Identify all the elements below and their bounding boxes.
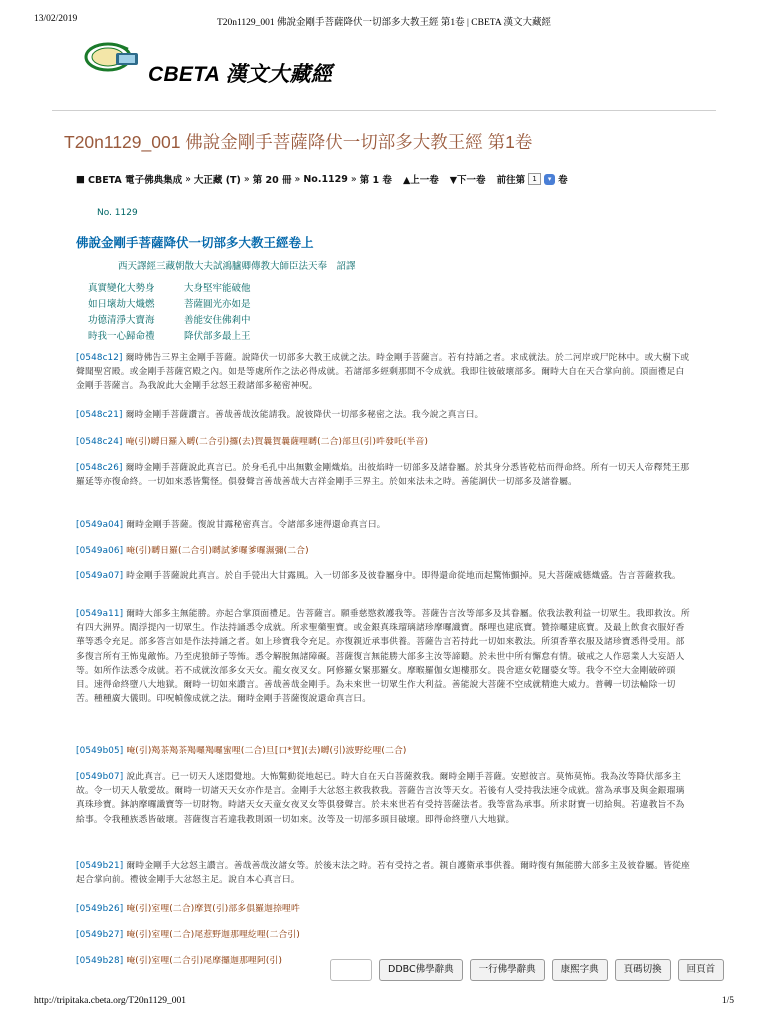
mantra-text: 唵(引)室哩(二合)尾惹野迦那哩紇哩(二合引) xyxy=(123,930,300,940)
breadcrumb xyxy=(76,172,568,186)
breadcrumb-item-fascicle: 第 1 卷 xyxy=(359,175,392,186)
paragraph xyxy=(76,607,692,706)
toolbar-lookup-input[interactable] xyxy=(330,959,372,981)
breadcrumb-item-canon[interactable]: 大正藏 (T) xyxy=(193,175,241,186)
paragraph xyxy=(76,744,692,758)
back-to-top-button[interactable]: 回頁首 xyxy=(678,959,725,981)
breadcrumb-bullet: ■ xyxy=(76,173,85,185)
line-ref-link[interactable]: [0548c21] xyxy=(76,410,123,420)
print-page-number: 1/5 xyxy=(721,996,734,1006)
breadcrumb-item-volume[interactable]: 第 20 冊 xyxy=(252,175,292,186)
paragraph-text: 爾時金剛手大忿怒主讚言。善哉善哉汝諸女等。於後末法之時。若有受持之者。親自護衛承事供養。爾時復有無能勝大部多主及彼眷屬。皆從座起合掌向前。禮彼金剛手大忿怒主足。說自本心真言曰。 xyxy=(76,861,690,886)
title-divider xyxy=(52,110,716,111)
goto-suffix: 卷 xyxy=(558,175,568,186)
floating-toolbar xyxy=(330,958,724,982)
verse-line: 如日壞劫大熾燃 xyxy=(88,299,155,310)
breadcrumb-sep: » xyxy=(294,173,301,185)
ddbc-dictionary-button[interactable]: DDBC佛學辭典 xyxy=(379,959,463,981)
paragraph xyxy=(76,435,692,449)
cbeta-logo[interactable] xyxy=(82,35,142,77)
verse-line: 功德清淨大寶海 xyxy=(88,315,155,326)
mantra-text: 唵(引)室哩(二合引)尾摩攞迦那哩阿(引) xyxy=(123,956,283,966)
paragraph xyxy=(76,902,692,916)
verse-row xyxy=(88,312,348,328)
translator-line: 西天譯經三藏朝散大夫試鴻臚卿傳教大師臣法天奉 詔譯 xyxy=(118,261,356,272)
verse-row xyxy=(88,328,348,344)
goto-label: 前往第 xyxy=(496,175,526,186)
mantra-text: 唵(引)羯茶羯茶羯囉羯囉蜜哩(二合)旦[口*賀](去)嚩(引)波野紇哩(二合) xyxy=(123,746,407,756)
paragraph xyxy=(76,770,692,827)
line-ref-link[interactable]: [0549b27] xyxy=(76,930,124,940)
sutra-number: No. 1129 xyxy=(97,208,138,218)
line-ref-link[interactable]: [0549a04] xyxy=(76,520,124,530)
line-ref-link[interactable]: [0549b21] xyxy=(76,861,124,871)
page-title: T20n1129_001 佛說金剛手菩薩降伏一切部多大教王經 第1卷 xyxy=(64,132,533,152)
breadcrumb-sep: » xyxy=(350,173,357,185)
mantra-text: 唵(引)嚩日羅入嚩(二合引)攞(去)賀曩賀曩薩哩嚩(二合)部旦(引)吽發吒(半音) xyxy=(122,437,429,447)
brand-name[interactable]: CBETA 漢文大藏經 xyxy=(148,63,333,86)
paragraph xyxy=(76,954,326,968)
sutra-heading: 佛說金剛手菩薩降伏一切部多大教王經卷上 xyxy=(76,235,314,250)
mantra-text: 唵(引)室哩(二合)摩賀(引)部多俱羅迦捺哩吽 xyxy=(123,904,300,914)
line-ref-link[interactable]: [0549a07] xyxy=(76,571,124,581)
goto-fascicle-input[interactable]: 1 xyxy=(528,173,541,185)
paragraph-text: 時金剛手菩薩說此真言。於自手甇出大甘露風。入一切部多及彼眷屬身中。即得還命從地而起驚怖顫掉。見大菩薩威德熾盛。告言菩薩救我。 xyxy=(123,571,681,581)
breadcrumb-item-collection[interactable]: CBETA 電子佛典集成 xyxy=(87,175,183,186)
paragraph-text: 爾時金剛手菩薩。復說甘露秘密真言。令諸部多速得還命真言曰。 xyxy=(123,520,386,530)
verse-line: 真實變化大勢身 xyxy=(88,283,155,294)
verse-line: 大身堅牢能破他 xyxy=(184,283,251,294)
print-date: 13/02/2019 xyxy=(34,14,78,24)
paragraph xyxy=(76,408,692,422)
yixing-dictionary-button[interactable]: 一行佛學辭典 xyxy=(470,959,545,981)
print-doc-title: T20n1129_001 佛說金剛手菩薩降伏一切部多大教王經 第1卷 | CBETA 漢文大藏經 xyxy=(216,18,552,28)
breadcrumb-sep: » xyxy=(185,173,191,185)
print-header xyxy=(34,14,734,28)
paragraph-text: 爾時大部多主無能勝。亦起合掌頂面禮足。告菩薩言。願垂慈愍救護我等。菩薩告言汝等部多及其眷屬。依我法教利益一切眾生。我即救汝。所有四大洲界。閻浮提內一切眾生。作法持誦悉令成就。所求聖藥聖寶。或金銀真珠瑠璃諸珍摩囉識寶。酥哩也建底寶。贊捺囉建底寶。及最上飲食衣服好香華等悉令充足。部多答言如是作法持誦之者。如上珍寶我令充足。亦復親近承事供養。菩薩告言若持此一切如來教法。所須香華衣服及諸珍寶悉得受用。部多復言所有王怖鬼敵怖。乃至虎狼師子等怖。悉令解脫無諸障礙。菩薩復言無能勝大部多主汝等諦聽。於未世中所有懈怠有情。破戒之人作惡業人大妄語人等。如所作法悉令成就。若不成就汝部多女天女。龍女夜叉女。阿修羅女緊那羅女。摩睺羅伽女迦樓那女。畏舍遮女乾闥婆女等。我令不空大金剛破碎頭目。速得命終墮八大地獄。爾時一切如來讚言。善哉善哉金剛手。為未來世一切眾生作大利益。善能說大菩薩不空成就精進大威力。普轉一切法輪除一切苦。種種廣大儀則。印呪幀像成就之法。爾時金剛手菩薩復說還命真言曰。 xyxy=(76,609,690,705)
line-ref-link[interactable]: [0549b26] xyxy=(76,904,124,914)
logo-icon xyxy=(82,35,142,77)
paragraph-text: 爾時金剛手菩薩說此真言已。於身毛孔中出無數金剛熾焰。出彼焰時一切部多及諸眷屬。於其身分悉皆乾枯而得命終。所有一切天人帝釋梵王那羅延等亦復命終。一切如來悉皆驚怪。俱發聲言善哉善哉大吉祥金剛手三界主。於如來法未之時。善能調伏一切部多及諸眷屬。 xyxy=(76,463,690,488)
paragraph xyxy=(76,544,692,558)
line-ref-link[interactable]: [0548c26] xyxy=(76,463,123,473)
verse-line: 菩薩圓光亦如是 xyxy=(184,299,251,310)
paragraph xyxy=(76,351,692,394)
line-ref-link[interactable]: [0549a11] xyxy=(76,609,124,619)
verse-line: 降伏部多最上王 xyxy=(184,331,251,342)
line-ref-link[interactable]: [0549a06] xyxy=(76,546,124,556)
print-url: http://tripitaka.cbeta.org/T20n1129_001 xyxy=(34,996,186,1006)
breadcrumb-item-number[interactable]: No.1129 xyxy=(303,173,348,185)
verse-line: 善能安住佛剎中 xyxy=(184,315,251,326)
paragraph xyxy=(76,569,692,583)
print-footer xyxy=(34,996,734,1010)
paragraph-text: 說此真言。已一切天人迷悶覺地。大怖驚動從地起已。時大自在天白菩薩救我。爾時金剛手菩薩。安慰彼言。莫怖莫怖。我為汝等降伏部多主故。令一切天人敬愛故。爾時一切諸天天女亦作是言。金剛手大忿怒主救我救我。菩薩告言汝等天女。若後有人受持我法速令成就。當為承事及與金銀瑠璃真珠珍寶。鉢訥摩囉識寶等一切財物。時諸天女天童女夜叉女等俱發聲言。於未來世若有受持菩薩法者。我等當為承事。所求財寶一切給與。若違教旨不為給事。令我種族悉皆破壞。菩薩復言若違我教則頭一切如來。汝等及一切部多頭目破壞。即得命終墮八大地獄。 xyxy=(76,772,685,825)
page-number-toggle-button[interactable]: 頁碼切換 xyxy=(615,959,671,981)
verse-block xyxy=(88,280,348,344)
verse-line: 時我一心歸命禮 xyxy=(88,331,155,342)
paragraph xyxy=(76,518,692,532)
breadcrumb-sep: » xyxy=(243,173,250,185)
paragraph xyxy=(76,928,692,942)
paragraph-text: 爾時佛告三界主金剛手菩薩。說降伏一切部多大教王成就之法。時金剛手菩薩言。若有持誦之者。求成就法。於二河岸或尸陀林中。或大樹下或聲聞聖宮殿。或金剛手菩薩宮殿之內。如是等處所作之法必得成就。若諸部多經剩那間不令成就。我即往彼破壞部多。爾時大自在天合掌向前。頂面禮足白金剛手菩薩言。為我說此大金剛手忿怒王殺諸部多秘密神呪。 xyxy=(76,353,690,392)
mantra-text: 唵(引)嚩日羅(二合引)嚩試爹囉爹囉濕彌(二合) xyxy=(123,546,309,556)
verse-row xyxy=(88,280,348,296)
prev-fascicle-link[interactable]: ▲上一卷 xyxy=(402,175,439,186)
paragraph xyxy=(76,859,692,887)
goto-fascicle-button[interactable]: ▾ xyxy=(544,174,555,185)
next-fascicle-link[interactable]: ▼下一卷 xyxy=(449,175,486,186)
line-ref-link[interactable]: [0549b05] xyxy=(76,746,124,756)
line-ref-link[interactable]: [0548c12] xyxy=(76,353,123,363)
line-ref-link[interactable]: [0548c24] xyxy=(76,437,123,447)
paragraph xyxy=(76,461,692,489)
line-ref-link[interactable]: [0549b28] xyxy=(76,956,124,966)
verse-row xyxy=(88,296,348,312)
kangxi-dictionary-button[interactable]: 康熙字典 xyxy=(552,959,608,981)
paragraph-text: 爾時金剛手菩薩讚言。善哉善哉汝能請我。說彼降伏一切部多秘密之法。我今說之真言曰。 xyxy=(122,410,484,420)
line-ref-link[interactable]: [0549b07] xyxy=(76,772,124,782)
